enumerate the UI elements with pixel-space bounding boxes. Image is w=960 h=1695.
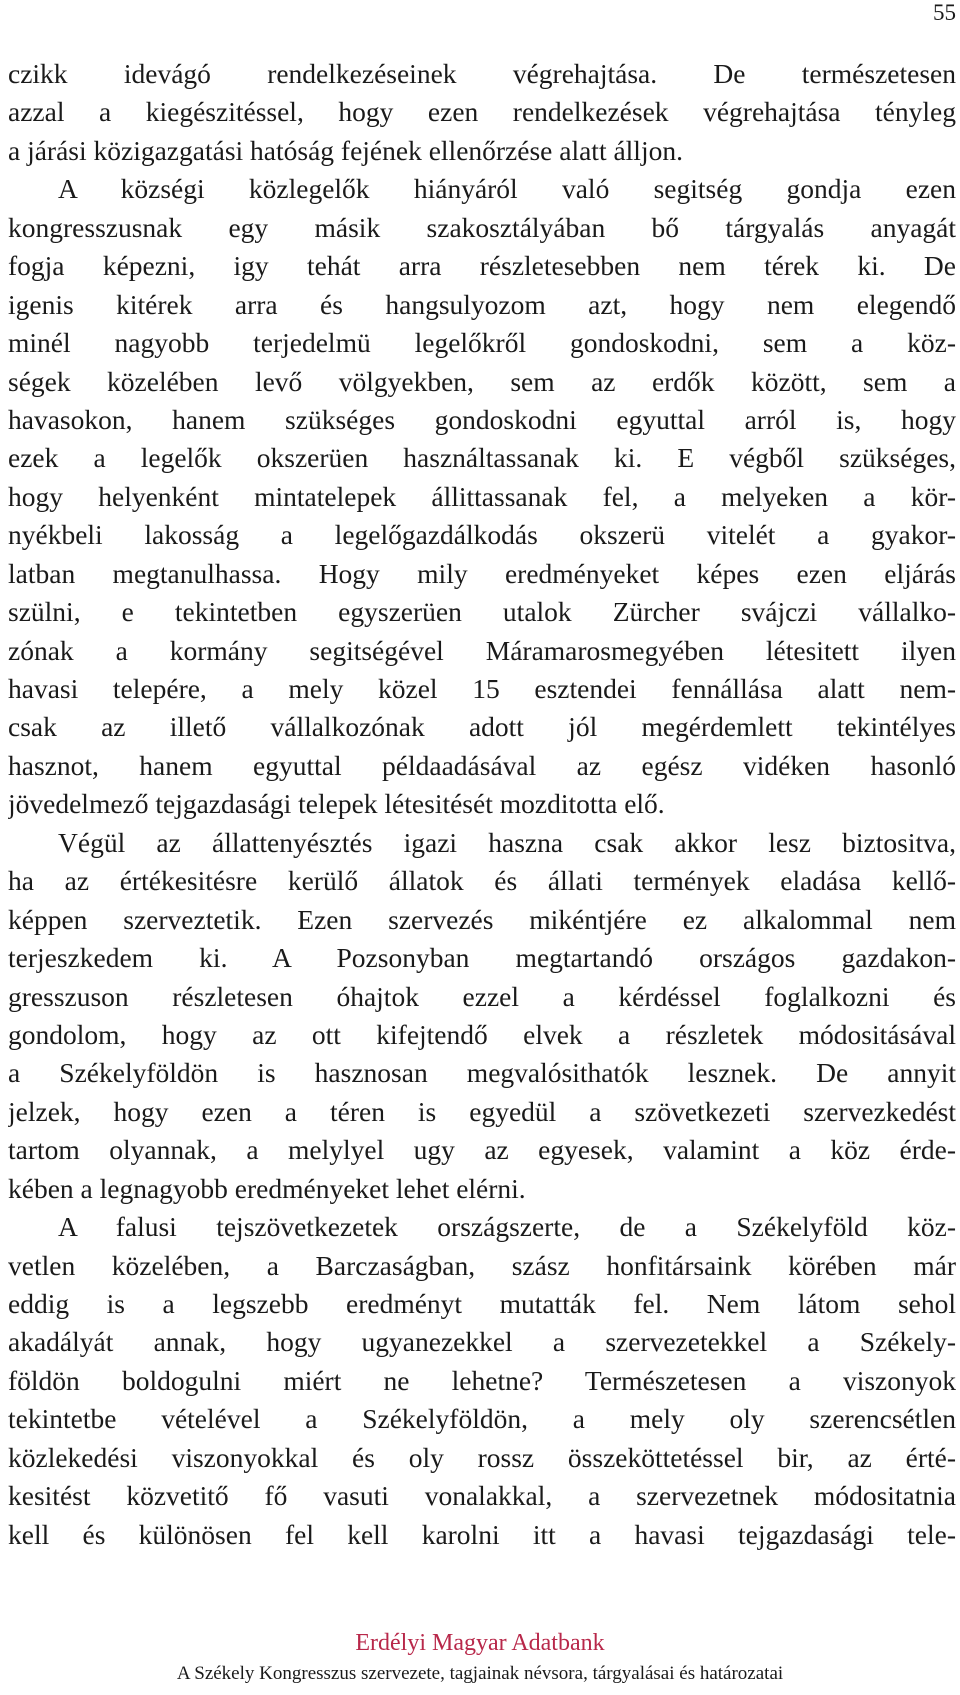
text-line: tekintetbe vételével a Székelyföldön, a mely oly szerencsétlen: [8, 1403, 956, 1435]
text-line: igenis kitérek arra és hangsulyozom azt, hogy nem elegendő: [8, 288, 956, 320]
text-line: jelzek, hogy ezen a téren is egyedül a szövetkezeti szervezkedést: [8, 1095, 956, 1127]
text-line: nyékbeli lakosság a legelőgazdálkodás okszerü vitelét a gyakor-: [8, 519, 956, 551]
text-line: kében a legnagyobb eredményeket lehet elérni.: [8, 1172, 526, 1204]
text-line: képpen szerveztetik. Ezen szervezés mikéntjére ez alkalommal nem: [8, 903, 956, 935]
text-line: A falusi tejszövetkezetek országszerte, de a Székelyföld köz-: [58, 1211, 956, 1243]
text-line: gondolom, hogy az ott kifejtendő elvek a részletek módositásával: [8, 1018, 956, 1050]
text-line: csak az illető vállalkozónak adott jól megérdemlett tekintélyes: [8, 711, 956, 743]
text-line: minél nagyobb terjedelmü legelőkről gondoskodni, sem a köz-: [8, 327, 956, 359]
footer-title: Erdélyi Magyar Adatbank: [355, 1630, 605, 1656]
text-line: terjeszkedem ki. A Pozsonyban megtartandó országos gazdakon-: [8, 942, 956, 974]
text-line: gresszuson részletesen óhajtok ezzel a kérdéssel foglalkozni és: [8, 980, 956, 1012]
text-line: fogja képezni, igy tehát arra részletesebben nem térek ki. De: [8, 250, 956, 282]
footer-subtitle: A Székely Kongresszus szervezete, tagjainak névsora, tárgyalásai és határozatai: [176, 1663, 784, 1684]
text-line: hogy helyenként mintatelepek állittassanak fel, a melyeken a kör-: [8, 480, 956, 512]
text-line: ségek közelében levő völgyekben, sem az erdők között, sem a: [8, 365, 956, 397]
text-line: vetlen közelében, a Barczaságban, szász honfitársaink körében már: [8, 1249, 956, 1281]
text-line: eddig is a legszebb eredményt mutatták fel. Nem látom sehol: [8, 1288, 956, 1319]
text-line: tartom olyannak, a melylyel ugy az egyesek, valamint a köz érde-: [8, 1134, 956, 1166]
text-line: akadályát annak, hogy ugyanezekkel a szervezetekkel a Székely-: [8, 1326, 956, 1358]
text-line: havasokon, hanem szükséges gondoskodni egyuttal arról is, hogy: [8, 403, 956, 435]
text-line: hasznot, hanem egyuttal példaadásával az egész vidéken hasonló: [8, 749, 956, 781]
text-line: közlekedési viszonyokkal és oly rossz összeköttetéssel bir, az érté-: [8, 1441, 956, 1473]
text-line: kesitést közvetitő fő vasuti vonalakkal, a szervezetnek módositatnia: [8, 1480, 956, 1512]
text-line: Végül az állattenyésztés igazi haszna csak akkor lesz biztositva,: [58, 826, 956, 858]
text-line: ha az értékesitésre kerülő állatok és állati termények eladása kellő-: [8, 865, 956, 897]
text-line: földön boldogulni miért ne lehetne? Természetesen a viszonyok: [8, 1364, 956, 1396]
text-line: A községi közlegelők hiányáról való segitség gondja ezen: [58, 173, 956, 205]
text-line: a Székelyföldön is hasznosan megvalósithatók lesznek. De annyit: [8, 1057, 956, 1089]
text-line: ezek a legelők okszerüen használtassanak ki. E végből szükséges,: [8, 442, 956, 474]
text-line: kell és különösen fel kell karolni itt a havasi tejgazdasági tele-: [8, 1518, 956, 1550]
body-text: [8, 55, 956, 1554]
text-line: havasi telepére, a mely közel 15 esztendei fennállása alatt nem-: [8, 673, 956, 704]
text-line: jövedelmező tejgazdasági telepek létesitését mozditotta elő.: [8, 788, 665, 820]
text-line: czikk idevágó rendelkezéseinek végrehajtása. De természetesen: [8, 58, 956, 89]
text-line: azzal a kiegészitéssel, hogy ezen rendelkezések végrehajtása tényleg: [8, 96, 956, 128]
page-number: 55: [933, 0, 956, 25]
text-line: szülni, e tekintetben egyszerüen utalok Zürcher svájczi vállalko-: [8, 596, 956, 628]
text-line: latban megtanulhassa. Hogy mily eredményeket képes ezen eljárás: [8, 557, 956, 589]
text-line: zónak a kormány segitségével Máramarosmegyében létesitett ilyen: [8, 634, 956, 666]
text-line: a járási közigazgatási hatóság fejének ellenőrzése alatt álljon.: [8, 134, 683, 166]
text-line: kongresszusnak egy másik szakosztályában bő tárgyalás anyagát: [8, 211, 956, 243]
